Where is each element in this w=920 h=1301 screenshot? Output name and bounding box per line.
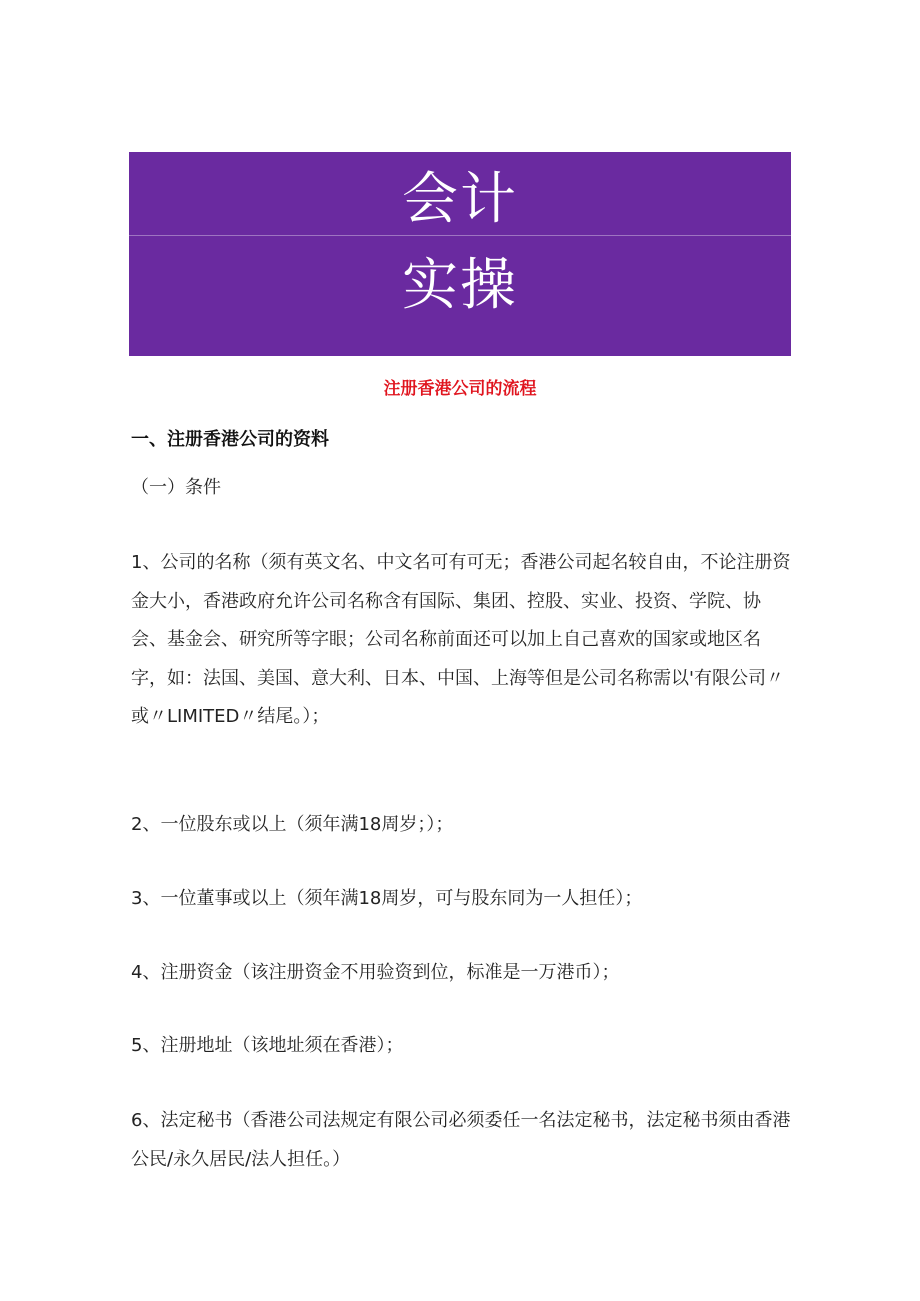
document-title: 注册香港公司的流程 [383,379,537,399]
condition-item-2: 2、一位股东或以上（须年满18周岁；）； [131,814,454,835]
banner-divider [129,235,791,236]
banner-line-2: 实操 [402,253,518,318]
condition-item-5: 5、注册地址（该地址须在香港）； [131,1035,404,1056]
condition-item-3: 3、一位董事或以上（须年满18周岁，可与股东同为一人担任）； [131,888,643,909]
condition-item-1: 1、公司的名称（须有英文名、中文名可有可无；香港公司起名较自由，不论注册资金大小，香港政府允许公司名称含有国际、集团、控股、实业、投资、学院、协会、基金会、研究所等字眼；公司名称前面还可以加上自己喜欢的国家或地区名字，如：法国、美国、意大利、日本、中国、上海等但是公司名称需以'有限公司〃或〃LIMITED〃结尾。）； [131,552,791,727]
section-heading: 一、注册香港公司的资料 [131,429,329,450]
sub-heading-conditions: （一）条件 [131,477,221,498]
banner-line-1: 会计 [402,167,518,232]
condition-item-4: 4、注册资金（该注册资金不用验资到位，标准是一万港币）； [131,962,620,983]
condition-item-6: 6、法定秘书（香港公司法规定有限公司必须委任一名法定秘书，法定秘书须由香港公民/永久居民/法人担任。） [131,1110,791,1170]
title-banner [129,152,791,356]
